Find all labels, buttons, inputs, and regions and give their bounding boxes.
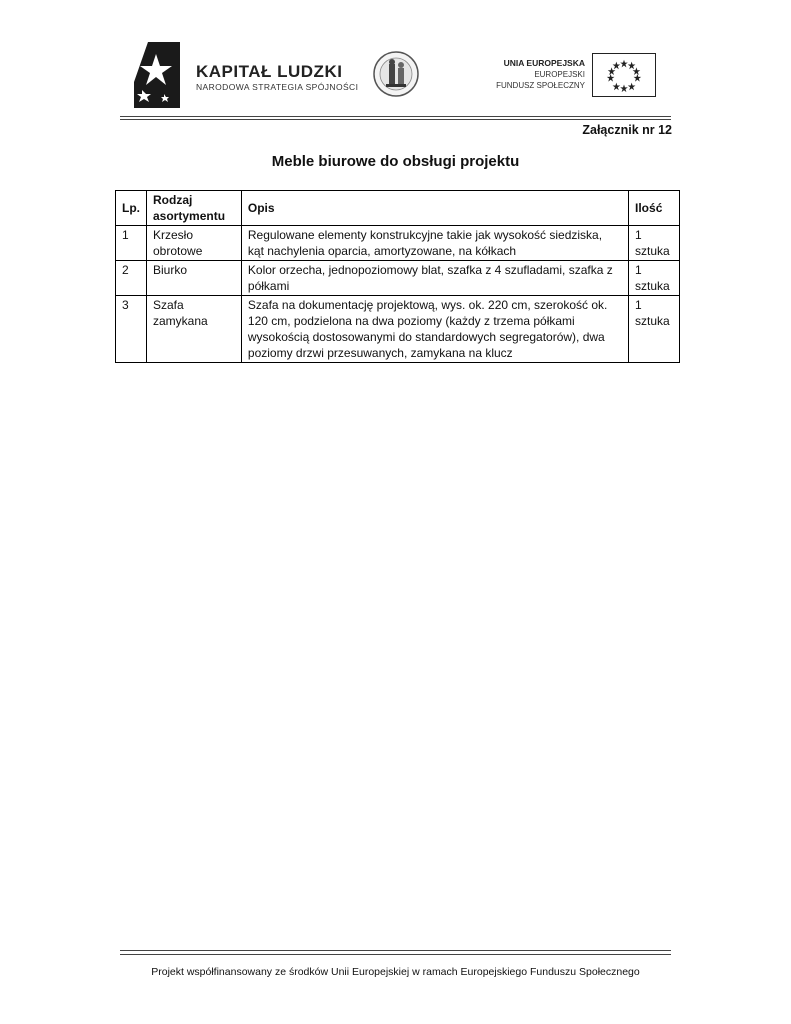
cell-rodzaj [147,226,242,261]
cell-ilosc-qty: 1 [635,298,642,312]
cell-ilosc-unit: sztuka [635,279,670,293]
header-rodzaj-line2: asortymentu [153,209,226,223]
ue-name: UNIA EUROPEJSKA [503,58,585,68]
header-rule-thick [120,119,671,120]
cell-opis-line1: Regulowane elementy konstrukcyjne takie jak wysokość siedziska, [247,228,603,242]
header-opis: Opis [241,191,628,226]
furniture-table [115,190,680,363]
cell-opis-line3: wysokością dostosowanymi do standardowych segregatorów), dwa [247,330,605,344]
header-ilosc: Ilość [629,191,680,226]
cell-opis [241,261,628,296]
ue-text-block [496,58,585,91]
cell-rodzaj-line2: obrotowe [153,244,203,258]
table-header-row [116,191,680,226]
cell-opis-line1: Szafa na dokumentację projektową, wys. ok. 220 cm, szerokość ok. [247,298,608,312]
header-rodzaj [147,191,242,226]
table-row [116,296,680,363]
cell-ilosc [629,226,680,261]
cell-rodzaj-line2: zamykana [153,314,208,328]
ue-fund-line1: EUROPEJSKI [534,70,585,79]
header-rodzaj-line1: Rodzaj [153,193,193,207]
cell-rodzaj-line1: Szafa [153,298,184,312]
cell-rodzaj-line1: Biurko [153,263,188,277]
page-header [0,0,791,120]
table-row [116,261,680,296]
footer-rule-thin [120,954,671,955]
kapital-ludzki-title: KAPITAŁ LUDZKI [196,62,343,81]
document-title: Meble biurowe do obsługi projektu [271,153,520,170]
annex-label: Załącznik nr 12 [582,123,672,137]
cell-opis-line1: Kolor orzecha, jednopoziomowy blat, szafka z 4 szufladami, szafka z [247,263,613,277]
project-seal-logo [372,50,420,98]
kapital-ludzki-logo [134,42,180,108]
cell-rodzaj-line1: Krzesło [153,228,194,242]
cell-ilosc-unit: sztuka [635,244,670,258]
cell-ilosc [629,296,680,363]
cell-opis [241,226,628,261]
cell-ilosc-qty: 1 [635,228,642,242]
cell-lp: 2 [116,261,147,296]
cell-rodzaj [147,261,242,296]
cell-ilosc-unit: sztuka [635,314,670,328]
cell-ilosc [629,261,680,296]
header-rule-thin [120,116,671,117]
cell-ilosc-qty: 1 [635,263,642,277]
cell-lp: 3 [116,296,147,363]
table-row [116,226,680,261]
footer-rule-thick [120,950,671,951]
header-lp: Lp. [116,191,147,226]
cell-rodzaj [147,296,242,363]
cell-opis-line2: półkami [247,279,290,293]
cell-opis-line2: 120 cm, podzielona na dwa poziomy (każdy z trzema półkami [247,314,575,328]
cell-opis [241,296,628,363]
footer-text: Projekt współfinansowany ze środków Unii Europejskiej w ramach Europejskiego Funduszu Społecznego [151,966,640,978]
kapital-ludzki-subtitle: NARODOWA STRATEGIA SPÓJNOŚCI [196,82,359,92]
cell-opis-line4: poziomy drzwi przesuwanych, zamykana na klucz [247,346,513,360]
eu-flag-icon [592,53,656,97]
cell-opis-line2: kąt nachylenia oparcia, amortyzowane, na kółkach [247,244,517,258]
cell-lp: 1 [116,226,147,261]
ue-fund-line2: FUNDUSZ SPOŁECZNY [496,81,585,90]
